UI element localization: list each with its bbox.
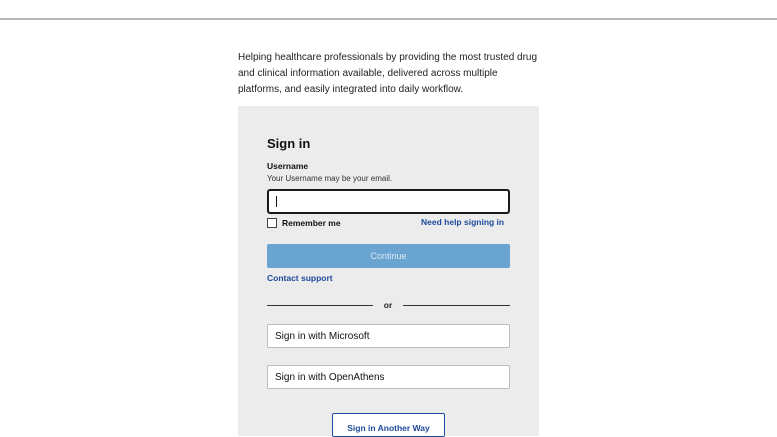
signin-card: [238, 106, 539, 436]
divider-left: [267, 305, 373, 306]
remember-me[interactable]: [267, 218, 341, 228]
remember-me-label: Remember me: [282, 218, 341, 228]
intro-text: Helping healthcare professionals by providing the most trusted drug and clinical information available, delivered across multiple platforms, and easily integrated into daily workflow.: [238, 52, 538, 95]
top-divider: [0, 18, 777, 20]
contact-support-link[interactable]: Contact support: [267, 273, 333, 283]
or-divider-text: or: [383, 300, 393, 310]
signin-openathens-button[interactable]: Sign in with OpenAthens: [267, 365, 510, 389]
continue-button[interactable]: Continue: [267, 244, 510, 268]
signin-another-way-button[interactable]: Sign in Another Way: [332, 413, 445, 437]
remember-me-checkbox[interactable]: [267, 218, 277, 228]
username-hint: Your Username may be your email.: [267, 174, 393, 183]
divider-right: [403, 305, 510, 306]
text-caret: [276, 196, 277, 207]
help-signing-in-link[interactable]: Need help signing in: [421, 217, 505, 227]
signin-microsoft-button[interactable]: Sign in with Microsoft: [267, 324, 510, 348]
username-input[interactable]: [267, 189, 510, 214]
signin-title: Sign in: [267, 136, 311, 151]
username-label: Username: [267, 161, 309, 171]
